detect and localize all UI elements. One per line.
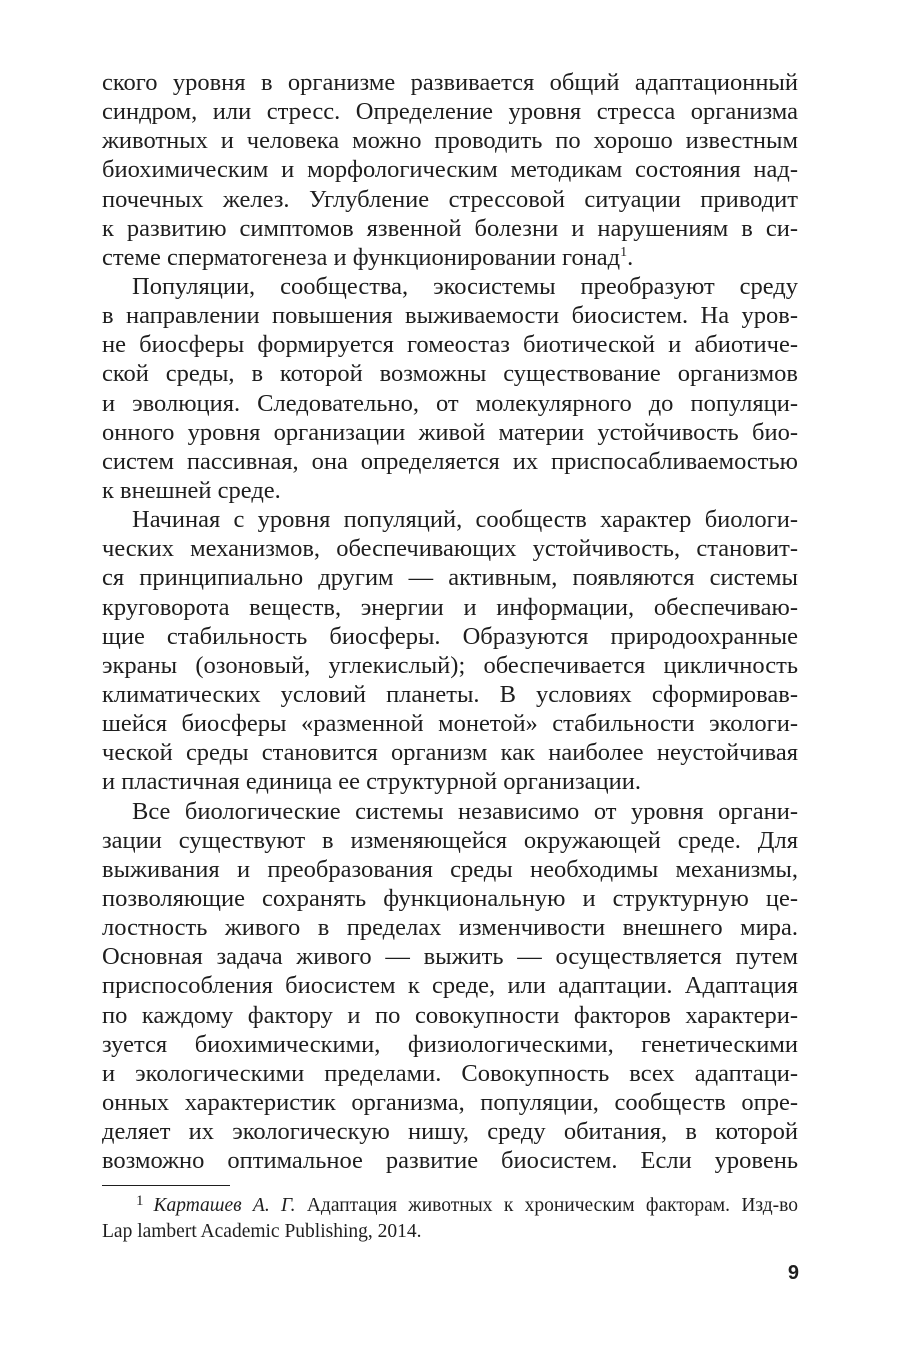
footnote-number: 1 [136, 1193, 144, 1209]
text-line: ской среды, в которой возможны существование организмов [102, 360, 798, 388]
paragraph-3 [102, 505, 798, 796]
footnote-line: Lap lambert Academic Publishing, 2014. [102, 1221, 422, 1242]
page-number: 9 [787, 1262, 799, 1284]
text-line: приспособления биосистем к среде, или адаптации. Адаптация [102, 972, 798, 1000]
text-line: лостность живого в пределах изменчивости внешнего мира. [102, 914, 798, 942]
text-line: возможно оптимальное развитие биосистем. Если уровень [102, 1147, 798, 1175]
footnote-title: Адаптация животных к хроническим факторам. Изд-во [295, 1195, 799, 1216]
text-line: в направлении повышения выживаемости биосистем. На уров- [102, 302, 798, 330]
paragraph-1 [102, 68, 798, 272]
text-line: зуется биохимическими, физиологическими, генетическими [102, 1030, 798, 1058]
body-text [102, 68, 798, 1175]
text-line-content: стеме сперматогенеза и функционировании гонад [102, 243, 621, 271]
text-line: и экологическими пределами. Совокупность всех адаптаци- [102, 1059, 798, 1087]
footnote-divider [102, 1185, 230, 1186]
text-line: экраны (озоновый, углекислый); обеспечивается цикличность [102, 651, 798, 679]
text-line: синдром, или стресс. Определение уровня стресса организма [102, 98, 798, 126]
text-line: ского уровня в организме развивается общий адаптационный [102, 69, 798, 96]
text-line: круговорота веществ, энергии и информации, обеспечиваю- [102, 593, 798, 621]
paragraph-4 [102, 797, 798, 1176]
text-line: стеме сперматогенеза и функционировании гонад$^1$. [102, 243, 634, 271]
text-line: зации существуют в изменяющейся окружающей среде. Для [102, 826, 798, 854]
text-line: биохимическим и морфологическим методикам состояния над- [102, 156, 798, 184]
text-line: почечных желез. Углубление стрессовой ситуации приводит [102, 185, 798, 213]
text-line: ся принципиально другим — активным, появляются системы [102, 564, 798, 592]
text-line: щие стабильность биосферы. Образуются природоохранные [102, 622, 798, 650]
text-line: шейся биосферы «разменной монетой» стабильности экологи- [102, 710, 798, 738]
text-line: к внешней среде. [102, 476, 281, 504]
text-line: животных и человека можно проводить по хорошо известным [102, 127, 798, 155]
text-line: выживания и преобразования среды необходимы механизмы, [102, 855, 798, 883]
text-line: ческих механизмов, обеспечивающих устойчивость, становит- [102, 535, 798, 563]
text-line: Основная задача живого — выжить — осуществляется путем [102, 943, 798, 971]
text-line: к развитию симптомов язвенной болезни и нарушениям в си- [102, 214, 798, 242]
text-line: Популяции, сообщества, экосистемы преобразуют среду [132, 272, 798, 300]
text-line: по каждому фактору и по совокупности факторов характери- [102, 1001, 798, 1029]
text-line: и эволюция. Следовательно, от молекулярного до популяци- [102, 389, 798, 417]
footnote-reference[interactable]: 1 [620, 244, 628, 260]
text-line: и пластичная единица ее структурной организации. [102, 768, 641, 796]
text-line: климатических условий планеты. В условиях сформировав- [102, 680, 798, 708]
text-line: деляет их экологическую нишу, среду обитания, в которой [102, 1118, 798, 1146]
text-line: позволяющие сохранять функциональную и структурную це- [102, 884, 798, 912]
text-line: Все биологические системы независимо от уровня органи- [132, 797, 798, 825]
text-line: не биосферы формируется гомеостаз биотической и абиотиче- [102, 331, 798, 359]
text-line: онного уровня организации живой материи устойчивость био- [102, 418, 798, 446]
text-line: Начиная с уровня популяций, сообществ характер биологи- [132, 506, 798, 534]
text-line: систем пассивная, она определяется их приспосабливаемостью [102, 447, 798, 475]
text-line: онных характеристик организма, популяции, сообществ опре- [102, 1088, 798, 1116]
footnote [102, 1193, 798, 1245]
footnote-line [102, 1193, 798, 1219]
paragraph-2 [102, 272, 798, 505]
text-line: ческой среды становится организм как наиболее неустойчивая [102, 739, 798, 767]
footnote-author: Карташев А. Г. [153, 1195, 296, 1216]
